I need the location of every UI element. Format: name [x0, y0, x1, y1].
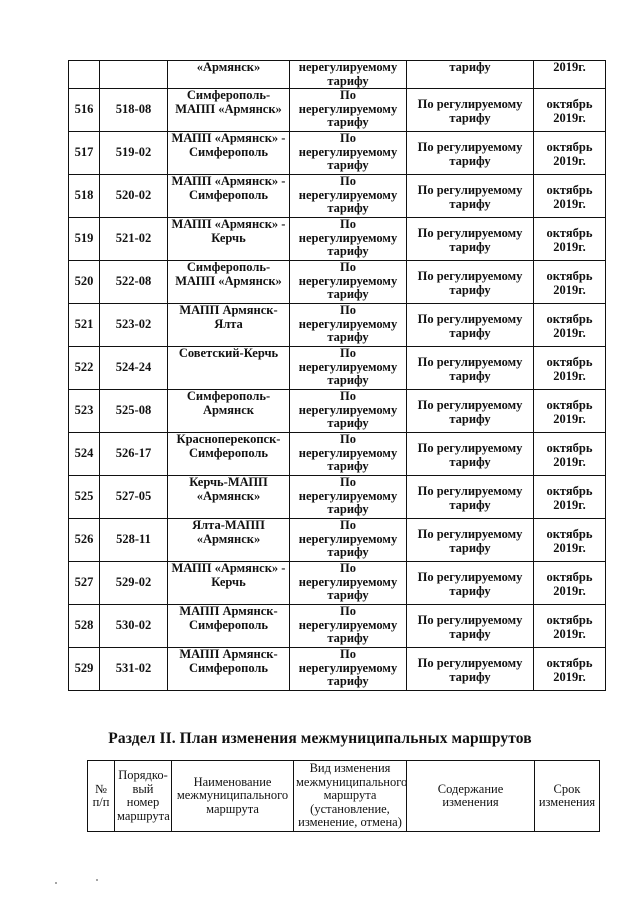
table-row — [69, 218, 606, 261]
cell-content-text: По регулируемому тарифу — [417, 570, 523, 598]
cell-route-name: Советский-Керчь — [168, 347, 290, 390]
header-route-number: Порядко-вый номер маршрута — [115, 761, 172, 832]
cell-num: 524 — [69, 433, 100, 476]
cell-code: 523-02 — [100, 304, 168, 347]
routes-table-body — [69, 61, 606, 691]
cell-content — [407, 390, 534, 433]
cell-content-text: По регулируемому тарифу — [417, 312, 523, 340]
cell-term-text: октябрь 2019г. — [546, 312, 593, 340]
cell-term-text: октябрь 2019г. — [546, 183, 593, 211]
cell-content-text: По регулируемому тарифу — [417, 183, 523, 211]
cell-route-name: МАПП «Армянск» - Керчь — [168, 218, 290, 261]
cell-num: 516 — [69, 89, 100, 132]
table-row — [69, 562, 606, 605]
table-row — [69, 347, 606, 390]
cell-change-type: По нерегулируемому тарифу — [290, 261, 407, 304]
header-route-name: Наименование межмуниципального маршрута — [172, 761, 294, 832]
cell-content — [407, 347, 534, 390]
table-row — [69, 648, 606, 691]
cell-content-text: По регулируемому тарифу — [417, 613, 523, 641]
cell-route-name: МАПП «Армянск» - Симферополь — [168, 132, 290, 175]
cell-route-name: МАПП «Армянск» - Керчь — [168, 562, 290, 605]
plan-header-row — [88, 761, 600, 832]
cell-term-text: октябрь 2019г. — [546, 527, 593, 555]
cell-code: 524-24 — [100, 347, 168, 390]
cell-content — [407, 132, 534, 175]
cell-content — [407, 89, 534, 132]
header-num: № п/п — [88, 761, 115, 832]
header-change-type: Вид изменения межмуниципального маршрута (установление, изменение, отмена) — [294, 761, 407, 832]
table-row — [69, 390, 606, 433]
cell-content-text: По регулируемому тарифу — [417, 398, 523, 426]
cell-code: 519-02 — [100, 132, 168, 175]
cell-term — [534, 89, 606, 132]
cell-term — [534, 132, 606, 175]
cell-term-text: октябрь 2019г. — [546, 656, 593, 684]
cell-term — [534, 605, 606, 648]
cell-code: 528-11 — [100, 519, 168, 562]
cell-term — [534, 261, 606, 304]
cell-change-type: По нерегулируемому тарифу — [290, 433, 407, 476]
header-change-content: Содержание изменения — [407, 761, 535, 832]
plan-table — [87, 760, 600, 832]
cell-num: 528 — [69, 605, 100, 648]
cell-content-text: По регулируемому тарифу — [417, 140, 523, 168]
cell-term-text: октябрь 2019г. — [546, 570, 593, 598]
cell-content — [407, 605, 534, 648]
cell-term-text: октябрь 2019г. — [546, 355, 593, 383]
cell-term — [534, 175, 606, 218]
section-title: Раздел II. План изменения межмуниципальных маршрутов — [108, 730, 532, 747]
cell-code — [100, 61, 168, 89]
cell-route-name: МАПП «Армянск» - Симферополь — [168, 175, 290, 218]
cell-content-text: По регулируемому тарифу — [417, 355, 523, 383]
cell-term — [534, 519, 606, 562]
cell-route-name: Ялта-МАПП «Армянск» — [168, 519, 290, 562]
table-row — [69, 304, 606, 347]
cell-term — [534, 433, 606, 476]
cell-code: 531-02 — [100, 648, 168, 691]
cell-num: 520 — [69, 261, 100, 304]
cell-num: 518 — [69, 175, 100, 218]
cell-content-text: По регулируемому тарифу — [417, 226, 523, 254]
cell-num: 525 — [69, 476, 100, 519]
cell-code: 522-08 — [100, 261, 168, 304]
table-row-continued — [69, 61, 606, 89]
cell-code: 527-05 — [100, 476, 168, 519]
cell-num: 517 — [69, 132, 100, 175]
cell-num — [69, 61, 100, 89]
cell-num: 527 — [69, 562, 100, 605]
cell-term-text: октябрь 2019г. — [546, 613, 593, 641]
cell-num: 526 — [69, 519, 100, 562]
cell-change-type: По нерегулируемому тарифу — [290, 132, 407, 175]
cell-route-name: Симферополь-Армянск — [168, 390, 290, 433]
table-row — [69, 605, 606, 648]
cell-content: тарифу — [407, 61, 534, 89]
cell-term — [534, 218, 606, 261]
cell-route-name: Красноперекопск-Симферополь — [168, 433, 290, 476]
cell-content — [407, 304, 534, 347]
cell-change-type: По нерегулируемому тарифу — [290, 605, 407, 648]
cell-route-name: МАПП Армянск-Симферополь — [168, 605, 290, 648]
cell-content-text: По регулируемому тарифу — [417, 441, 523, 469]
cell-term: 2019г. — [534, 61, 606, 89]
cell-term-text: октябрь 2019г. — [546, 398, 593, 426]
table-row — [69, 476, 606, 519]
cell-content-text: По регулируемому тарифу — [417, 97, 523, 125]
cell-term — [534, 476, 606, 519]
table-row — [69, 132, 606, 175]
cell-term — [534, 304, 606, 347]
cell-term-text: октябрь 2019г. — [546, 226, 593, 254]
cell-term — [534, 648, 606, 691]
cell-content — [407, 519, 534, 562]
header-change-term: Срок изменения — [535, 761, 600, 832]
cell-content — [407, 218, 534, 261]
cell-route-name: Симферополь-МАПП «Армянск» — [168, 261, 290, 304]
cell-route-name: «Армянск» — [168, 61, 290, 89]
cell-change-type: По нерегулируемому тарифу — [290, 562, 407, 605]
cell-content — [407, 261, 534, 304]
cell-code: 518-08 — [100, 89, 168, 132]
cell-code: 529-02 — [100, 562, 168, 605]
cell-content — [407, 433, 534, 476]
cell-content-text: По регулируемому тарифу — [417, 269, 523, 297]
cell-term-text: октябрь 2019г. — [546, 484, 593, 512]
cell-code: 520-02 — [100, 175, 168, 218]
cell-route-name: МАПП Армянск-Симферополь — [168, 648, 290, 691]
table-row — [69, 433, 606, 476]
cell-content-text: По регулируемому тарифу — [417, 656, 523, 684]
cell-route-name: Керчь-МАПП «Армянск» — [168, 476, 290, 519]
cell-code: 525-08 — [100, 390, 168, 433]
cell-code: 526-17 — [100, 433, 168, 476]
cell-change-type: По нерегулируемому тарифу — [290, 304, 407, 347]
cell-change-type: нерегулируемому тарифу — [290, 61, 407, 89]
cell-term-text: октябрь 2019г. — [546, 97, 593, 125]
routes-table — [68, 60, 606, 691]
cell-change-type: По нерегулируемому тарифу — [290, 390, 407, 433]
scan-speck — [55, 882, 57, 884]
cell-change-type: По нерегулируемому тарифу — [290, 648, 407, 691]
cell-change-type: По нерегулируемому тарифу — [290, 218, 407, 261]
cell-change-type: По нерегулируемому тарифу — [290, 519, 407, 562]
cell-change-type: По нерегулируемому тарифу — [290, 89, 407, 132]
cell-num: 523 — [69, 390, 100, 433]
cell-term-text: октябрь 2019г. — [546, 441, 593, 469]
cell-content — [407, 476, 534, 519]
cell-change-type: По нерегулируемому тарифу — [290, 175, 407, 218]
cell-content — [407, 562, 534, 605]
cell-code: 530-02 — [100, 605, 168, 648]
cell-change-type: По нерегулируемому тарифу — [290, 347, 407, 390]
cell-term-text: октябрь 2019г. — [546, 269, 593, 297]
cell-route-name: Симферополь-МАПП «Армянск» — [168, 89, 290, 132]
cell-content — [407, 175, 534, 218]
cell-term-text: октябрь 2019г. — [546, 140, 593, 168]
cell-term — [534, 562, 606, 605]
cell-num: 522 — [69, 347, 100, 390]
cell-num: 519 — [69, 218, 100, 261]
cell-content — [407, 648, 534, 691]
cell-term — [534, 347, 606, 390]
scan-speck — [96, 879, 98, 881]
cell-num: 521 — [69, 304, 100, 347]
cell-content-text: По регулируемому тарифу — [417, 527, 523, 555]
cell-content-text: По регулируемому тарифу — [417, 484, 523, 512]
table-row — [69, 89, 606, 132]
cell-num: 529 — [69, 648, 100, 691]
cell-term — [534, 390, 606, 433]
table-row — [69, 519, 606, 562]
table-row — [69, 261, 606, 304]
cell-change-type: По нерегулируемому тарифу — [290, 476, 407, 519]
cell-route-name: МАПП Армянск-Ялта — [168, 304, 290, 347]
table-row — [69, 175, 606, 218]
cell-code: 521-02 — [100, 218, 168, 261]
